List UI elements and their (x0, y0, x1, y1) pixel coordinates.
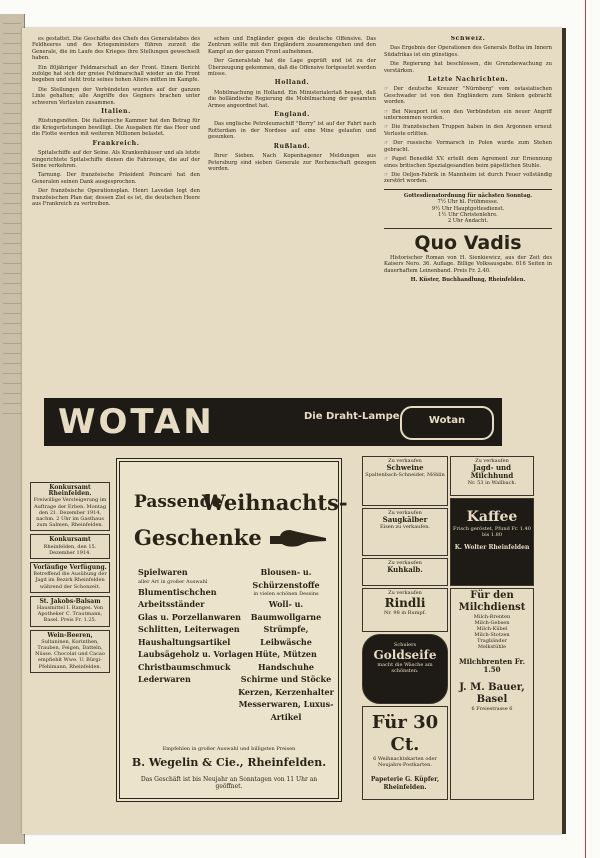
list-item: Schirme und Stöcke (240, 674, 332, 684)
bulb-label: Wotan (428, 415, 466, 426)
ad-wein-beeren: Wein-Beeren, Sultaninen, Korinthen, Trauben, Feigen, Datteln, Nüsse. Chocolat und Cacao empfiehlt Wwe. U. Bürgi-Pfehlmann, Rheinfelden. (30, 630, 110, 673)
list-item: Kerzen, Kerzenhalter (238, 686, 334, 697)
ad-konkursamt-2: Konkursamt Rheinfelden, den 15. Dezember 1914. (30, 534, 110, 559)
weihnachts-geschenke-ad (116, 458, 348, 802)
col1-paragraph: Spitalschiffe auf der Seine. Als Krankenhäuser und als letzte eingerichtete Spitalschiffe dienen die Fahrzeuge, die auf der Seine verkehren. (32, 150, 200, 169)
list-item: Christbaumschmuck (138, 661, 231, 672)
ad-milchdienst: Für den Milchdienst Milch-Brenten Milch-Gebsen Milch-Kübel Milch-Stotzen Tragbänder Melkstühle Milchbrenten Fr. 1.50 J. M. Bauer, Basel 6 Freiestrasse 6 (450, 588, 534, 800)
section-heading-italien: Italien. (101, 108, 131, 116)
section-heading-schweiz: Schweiz. (450, 36, 486, 42)
column-2 (208, 36, 376, 396)
ad-verfuegung: Vorläufige Verfügung. Betreffend die Ausübung der Jagd im Bezirk Rheinfelden während der Schonzeit. (30, 562, 110, 593)
list-item: Hüte, Mützen (255, 649, 317, 659)
ad-title-passende: Passende (134, 492, 223, 512)
list-item: Strümpfe, Leibwäsche (260, 624, 312, 647)
ad-jakobs-balsam: St. Jakobs-Balsam Hausmittel I. Ranges. Von Apotheker C. Trautmann, Basel. Preis Fr. 1.25. (30, 596, 110, 627)
ad-title-weihnachts: Weihnachts- (202, 490, 348, 515)
left-item-list (138, 566, 253, 686)
col2-paragraph: schen und Engländer gegen die deutsche Offensive. Das Zentrum sollte mit den Engländern zusammengehen und den Kampf an der ganzen Front aufnehmen. (208, 36, 376, 55)
col1-paragraph: Ein 80jähriger Feldmarschall an der Front. Einem Bericht zufolge hat sich der greise Feldmarschall wieder an die Front begeben und steht trotz seines hohen Alters mitten im Kampfe. (32, 64, 200, 84)
church-service-notice (384, 189, 552, 229)
ad-jagdhund: Zu verkaufen Jagd- und Milchhund Nr. 53 in Wallbach. (450, 456, 534, 496)
list-item: Messerwaren, Luxus-Artikel (238, 699, 334, 722)
list-item: Arbeitsständer (138, 599, 205, 609)
news-bullet: ☞ Der deutsche Kreuzer "Nürnberg" vom ostasiatischen Geschwader ist von den Engländern zum Sinken gebracht worden. (384, 86, 552, 106)
section-heading-england: England. (274, 111, 310, 119)
list-note: aller Art in großer Auswahl (138, 578, 208, 585)
ad-rindli: Zu verkaufen Rindli Nr. 98 in Rumpf. (362, 588, 448, 632)
ad-schweine: Zu verkaufen Schweine Spaltenbach-Schneider, Möhlin (362, 456, 448, 506)
list-item: Handschuhe (257, 661, 315, 672)
col2-paragraph: Das englische Petroleumschiff "Berry" ist auf der Fahrt nach Rotterdam in der Nordsee auf eine Mine gelaufen und gesunken. (208, 121, 376, 141)
section-heading-letzte-nachrichten: Letzte Nachrichten. (427, 76, 509, 84)
service-line: 2 Uhr Andacht. (447, 218, 489, 225)
col3-paragraph: Das Ergebnis der Operationen des Generals Botha im Innern Südafrikas ist ein günstiges. (384, 45, 552, 58)
col2-paragraph: Mobilmachung in Holland. Ein Ministerialerlaß besagt, daß die holländische Regierung die Mobilmachung der gesamten Armee angeordnet hat. (208, 89, 376, 109)
ad-company: B. Wegelin & Cie., Rheinfelden. (131, 756, 327, 769)
col1-paragraph: Rüstungsnöten. Die italienische Kammer hat den Betrag für die Kriegsrüstungen bewilligt. Die Ausgaben für das Heer und die Flotte werden mit weiteren Millionen belastet. (32, 118, 200, 138)
ad-title-geschenke: Geschenke (134, 525, 262, 550)
right-item-list (238, 566, 334, 723)
quo-vadis-text: Historischer Roman von H. Sienkiewicz, aus der Zeit des Kaisers Nero. 36. Auflage. Billige Volksausgabe. 616 Seiten in dauerhaftem Leinenband. Preis Fr. 2.40. (384, 254, 552, 274)
section-heading-russland: Rußland. (273, 142, 311, 150)
ad-kuhkalb: Zu verkaufen Kuhkalb. (362, 558, 448, 586)
lamp-bulb-icon (400, 406, 494, 440)
news-bullet: ☞ Die Oeljon-Fabrik in Mannheim ist durch Feuer vollständig zerstört worden. (384, 171, 552, 185)
col2-paragraph: Ihrer Sieben. Nach Kopenhagener Meldungen aus Petersburg sind sieben Generale zur Rechenschaft gezogen worden. (208, 153, 376, 172)
right-ad-column (362, 456, 534, 800)
section-heading-holland: Holland. (274, 79, 310, 87)
ad-fuer-30-ct: Für 30 Ct. 6 Weihnachtskarten oder Neujahrs-Postkarten. Papeterie G. Küpfer, Rheinfelden. (362, 706, 448, 800)
list-item: Laubsägeholz u. Vorlagen (138, 649, 254, 659)
pointing-hand-icon (268, 528, 328, 550)
list-item: Spielwaren (138, 567, 188, 577)
list-item: Woll- u. Baumwollgarne (250, 599, 322, 622)
ad-kaffee: Kaffee Frisch geröstet, Pfund Fr. 1.40 bis 1.80 K. Wolter Rheinfelden (450, 498, 534, 586)
section-heading-frankreich: Frankreich. (92, 139, 140, 147)
wotan-lamp-ad (44, 398, 502, 446)
ad-konkursamt: Konkursamt Rheinfelden. Freiwillige Versteigerung im Auftrage der Erben. Montag den 21. Dezember 1914, nachm. 2 Uhr im Gasthaus zum Salmen, Rheinfelden. (30, 482, 110, 531)
quo-vadis-seller: H. Küster, Buchhandlung, Rheinfelden. (410, 276, 526, 283)
news-bullet: ☞ Bei Nieuport ist von den Verbündeten ein neuer Angriff unternommen worden. (384, 108, 552, 122)
list-item: Haushaltungsartikel (138, 636, 231, 647)
service-line: 1½ Uhr Christenlehre. (438, 211, 498, 218)
list-item: Blousen- u. Schürzenstoffe (252, 567, 320, 590)
ad-saugkaelber: Zu verkaufen Saugkälber Eisen zu verkaufen. (362, 508, 448, 556)
left-ad-column (30, 482, 110, 826)
service-line: 7½ Uhr hl. Frühmesse. (437, 199, 499, 206)
column-1 (32, 36, 200, 396)
column-3 (384, 36, 552, 398)
page-edge-shadow (562, 28, 566, 834)
list-note: in vielen schönen Dessins (253, 591, 319, 597)
list-item: Lederwaren (138, 674, 191, 684)
col1-paragraph: es gestattet. Die Geschäfte des Chefs des Generalstabes des Feldheeres und des Kriegsministers führen zurzeit die Generale, die im Laufe des Krieges ihre Stellungen gewechselt haben. (32, 36, 200, 62)
wotan-subtitle: Die Draht-Lampe (304, 411, 400, 422)
page-edge-rule (585, 0, 586, 858)
col1-paragraph: Die Stellungen der Verbündeten wurden auf der ganzen Linie gehalten; alle Angriffe des Gegners brachen unter schweren Verlusten zusammen. (32, 86, 200, 106)
list-item: Glas u. Porzellanwaren (138, 611, 241, 622)
ad-recommend: Empfehlen in großer Auswahl und billigsten Preisen (162, 746, 296, 752)
ad-opening-note: Das Geschäft ist bis Neujahr an Sonntagen von 11 Uhr an geöffnet. (140, 776, 318, 790)
news-bullet: ☞ Der russische Vormarsch in Polen wurde zum Stehen gebracht. (384, 140, 552, 153)
col3-paragraph: Die Regierung hat beschlossen, die Grenzbewachung zu verstärken. (384, 61, 552, 74)
col1-paragraph: Der französische Operationsplan. Henri Lavedan legt den französischen Plan dar, dessen Ziel es ist, die deutschen Heere aus Frankreich zu vertreiben. (32, 188, 200, 207)
ad-goldseife: Schulers Goldseife macht die Wäsche am schönsten. (362, 634, 448, 704)
news-bullet: ☞ Die französischen Truppen haben in den Argonnen erneut Verluste erlitten. (384, 124, 552, 137)
quo-vadis-title: Quo Vadis (414, 231, 522, 254)
col1-paragraph: Tarnung. Der französische Präsident Poincaré hat den Generalen seinen Dank ausgesprochen. (32, 172, 200, 185)
list-item: Blumentischchen (138, 586, 217, 597)
wotan-title: WOTAN (58, 402, 215, 442)
service-line: 9½ Uhr Hauptgottesdienst. (431, 205, 505, 212)
service-title: Gottesdienstordnung für nächsten Sonntag. (403, 192, 533, 199)
list-item: Schlitten, Leiterwagen (138, 624, 240, 634)
news-bullet: ☞ Papst Benedikt XV. erteilt dem Agrement zur Ernennung eines britischen Spezialgesandten beim päpstlichen Stuhle. (384, 156, 552, 169)
col2-paragraph: Der Generalstab hat die Lage geprüft und ist zu der Überzeugung gekommen, daß die Offensive fortgesetzt werden müsse. (208, 58, 376, 78)
